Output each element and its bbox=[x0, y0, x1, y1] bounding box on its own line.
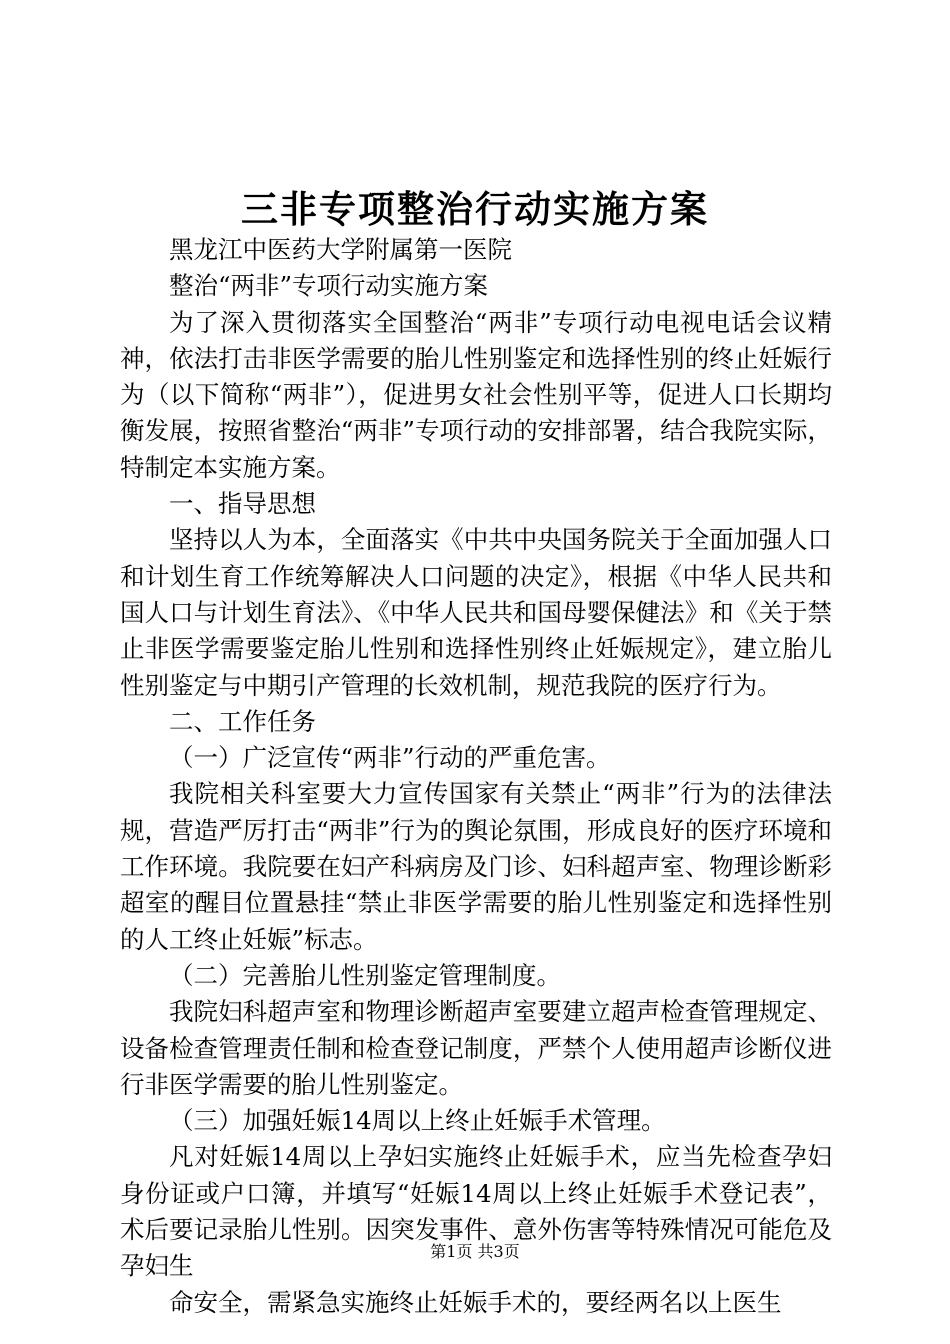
page-footer: 第1页 共3页 bbox=[430, 1242, 520, 1261]
paragraph: 整治“两非”专项行动实施方案 bbox=[169, 271, 489, 301]
paragraph: 我院妇科超声室和物理诊断超声室要建立超声检查管理规定、设备检查管理责任制和检查登记制度，严禁个人使用超声诊断仪进行非医学需要的胎儿性别鉴定。 bbox=[120, 997, 832, 1099]
document-body bbox=[120, 232, 832, 1321]
subsection-heading: （一）广泛宣传“两非”行动的严重危害。 bbox=[169, 743, 611, 773]
paragraph: 黑龙江中医药大学附属第一医院 bbox=[169, 235, 512, 264]
paragraph: 为了深入贯彻落实全国整治“两非”专项行动电视电话会议精神，依法打击非医学需要的胎儿性别鉴定和选择性别的终止妊娠行为（以下简称“两非”），促进男女社会性别平等，促进人口长期均衡发展，按照省整治“两非”专项行动的安排部署，结合我院实际，特制定本实施方案。 bbox=[120, 307, 832, 482]
section-heading: 二、工作任务 bbox=[169, 706, 316, 736]
paragraph: 坚持以人为本，全面落实《中共中央国务院关于全面加强人口和计划生育工作统筹解决人口问题的决定》，根据《中华人民共和国人口与计划生育法》、《中华人民共和国母婴保健法》和《关于禁止非医学需要鉴定胎儿性别和选择性别终止妊娠规定》，建立胎儿性别鉴定与中期引产管理的长效机制，规范我院的医疗行为。 bbox=[120, 525, 832, 700]
subsection-heading: （二）完善胎儿性别鉴定管理制度。 bbox=[169, 960, 561, 990]
paragraph: 命安全，需紧急实施终止妊娠手术的，要经两名以上医生 bbox=[169, 1287, 782, 1317]
section-heading: 一、指导思想 bbox=[169, 489, 316, 519]
paragraph: 凡对妊娠14周以上孕妇实施终止妊娠手术，应当先检查孕妇身份证或户口簿，并填写“妊娠14周以上终止妊娠手术登记表”，术后要记录胎儿性别。因突发事件、意外伤害等特殊情况可能危及孕妇生 bbox=[120, 1142, 832, 1281]
document-title: 三非专项整治行动实施方案 bbox=[241, 187, 709, 231]
subsection-heading: （三）加强妊娠14周以上终止妊娠手术管理。 bbox=[169, 1106, 666, 1136]
paragraph: 我院相关科室要大力宣传国家有关禁止“两非”行为的法律法规，营造严厉打击“两非”行为的舆论氛围，形成良好的医疗环境和工作环境。我院要在妇产科病房及门诊、妇科超声室、物理诊断彩超室的醒目位置悬挂“禁止非医学需要的胎儿性别鉴定和选择性别的人工终止妊娠”标志。 bbox=[120, 779, 832, 954]
